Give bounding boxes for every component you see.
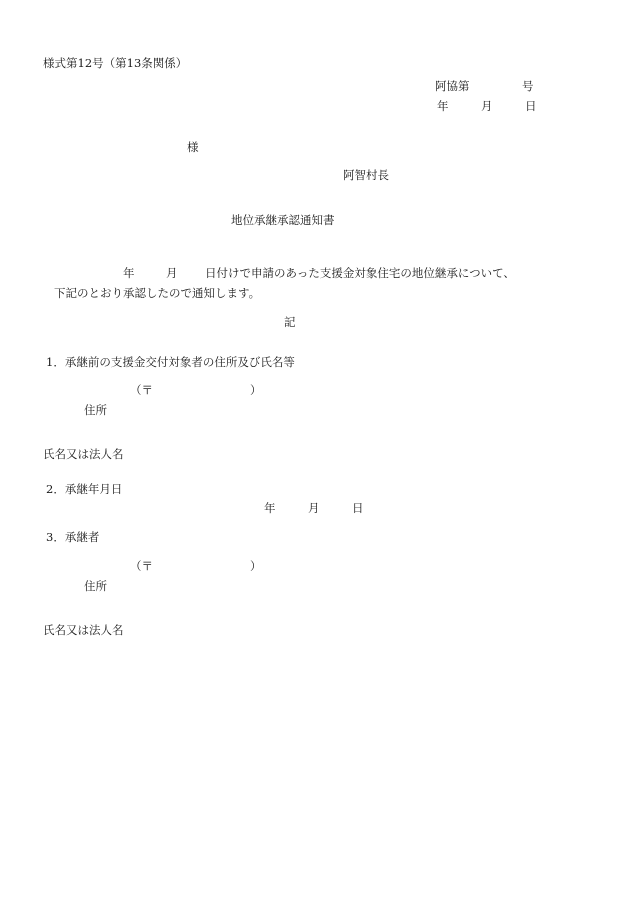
form-number: 様式第12号（第13条関係）	[43, 56, 188, 70]
header-date-day: 日	[525, 99, 537, 113]
body-month: 月	[166, 266, 178, 280]
ki-heading: 記	[284, 315, 296, 329]
section1-postal-close: ）	[250, 383, 262, 397]
section3-postal-open: （〒	[130, 559, 153, 573]
body-year: 年	[123, 266, 135, 280]
section1-heading: 1．承継前の支援金交付対象者の住所及び氏名等	[46, 355, 295, 369]
section3-heading: 3．承継者	[46, 530, 100, 544]
addressee-suffix: 様	[187, 140, 199, 154]
body-line2: 下記のとおり承認したので通知します。	[54, 286, 261, 300]
doc-number-suffix: 号	[522, 79, 534, 93]
section1-address-label: 住所	[84, 403, 107, 417]
section3-name-label: 氏名又は法人名	[43, 623, 124, 637]
section2-heading: 2．承継年月日	[46, 482, 123, 496]
section3-address-label: 住所	[84, 579, 107, 593]
section3-postal-close: ）	[250, 559, 262, 573]
header-date-year: 年	[437, 99, 449, 113]
section2-day: 日	[352, 501, 364, 515]
body-line1-rest: 日付けで申請のあった支援金対象住宅の地位継承について、	[205, 266, 515, 280]
issuer: 阿智村長	[343, 168, 389, 182]
section2-month: 月	[308, 501, 320, 515]
section1-postal-open: （〒	[130, 383, 153, 397]
header-date-month: 月	[481, 99, 493, 113]
doc-number-prefix: 阿協第	[435, 79, 470, 93]
document-title: 地位承継承認通知書	[231, 213, 335, 227]
section2-year: 年	[264, 501, 276, 515]
section1-name-label: 氏名又は法人名	[43, 447, 124, 461]
